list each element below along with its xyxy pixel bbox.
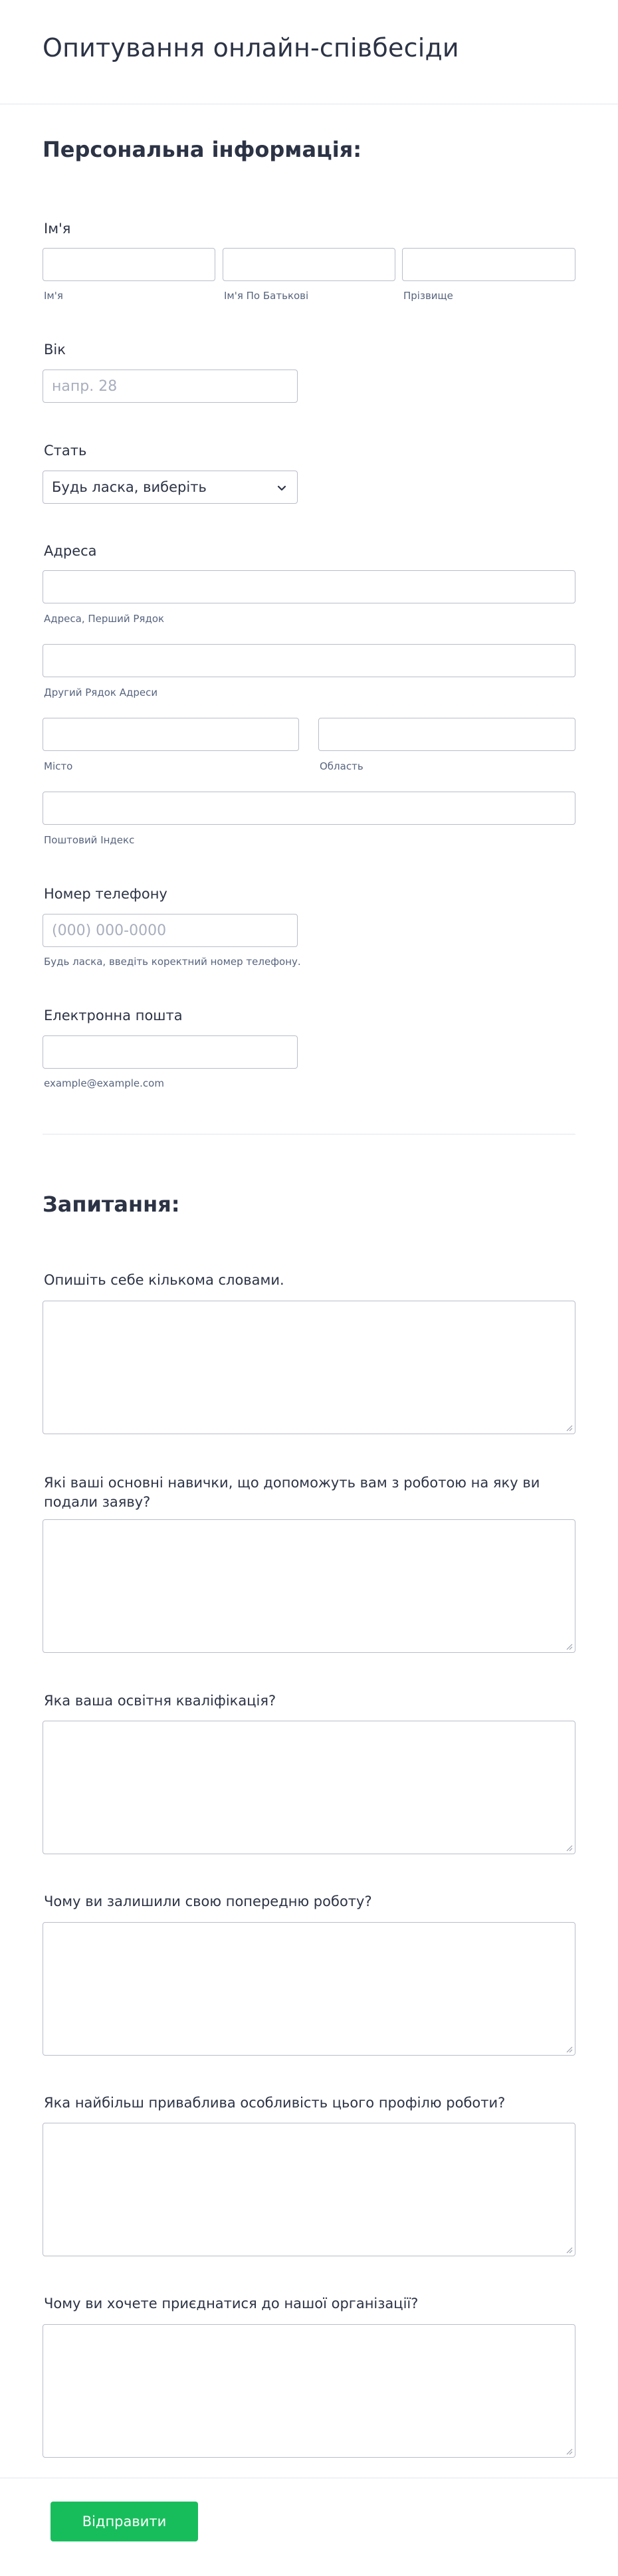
city-input[interactable] <box>43 718 299 751</box>
question-label: Які ваші основні навички, що допоможуть вам з роботою на яку ви подали заяву? <box>44 1475 540 1510</box>
address-line2-sublabel: Другий Рядок Адреси <box>44 687 158 698</box>
email-sublabel: example@example.com <box>44 1077 164 1089</box>
last-name-input[interactable] <box>402 248 575 281</box>
question-label: Чому ви хочете приєднатися до нашої організації? <box>44 2296 419 2311</box>
region-input[interactable] <box>318 718 575 751</box>
resize-handle-icon[interactable] <box>565 2246 573 2254</box>
resize-handle-icon[interactable] <box>565 1424 573 1432</box>
form-header <box>0 0 618 104</box>
region-sublabel: Область <box>320 760 363 772</box>
zip-sublabel: Поштовий Індекс <box>44 834 135 846</box>
submit-button[interactable]: Відправити <box>51 2502 198 2541</box>
phone-label: Номер телефону <box>44 886 167 902</box>
email-label: Електронна пошта <box>44 1008 183 1023</box>
personal-info-heading: Персональна інформація: <box>43 137 362 162</box>
city-sublabel: Місто <box>44 760 73 772</box>
zip-input[interactable] <box>43 792 575 825</box>
resize-handle-icon[interactable] <box>565 2447 573 2455</box>
middle-name-sublabel: Ім'я По Батькові <box>224 290 309 302</box>
chevron-down-icon <box>275 481 288 494</box>
gender-selected-value: Будь ласка, виберіть <box>52 479 207 495</box>
question-textarea[interactable] <box>43 2324 575 2458</box>
question-label: Яка ваша освітня кваліфікація? <box>44 1693 276 1709</box>
age-input[interactable] <box>43 370 298 403</box>
question-textarea[interactable] <box>43 1922 575 2056</box>
email-input[interactable] <box>43 1035 298 1069</box>
phone-sublabel: Будь ласка, введіть коректний номер телефону. <box>44 956 301 968</box>
name-label: Ім'я <box>44 221 71 237</box>
questions-heading: Запитання: <box>43 1192 180 1217</box>
gender-label: Стать <box>44 443 87 459</box>
question-textarea[interactable] <box>43 2123 575 2256</box>
resize-handle-icon[interactable] <box>565 1844 573 1852</box>
form-footer <box>0 2478 618 2576</box>
last-name-sublabel: Прізвище <box>403 290 453 302</box>
question-textarea[interactable] <box>43 1721 575 1854</box>
resize-handle-icon[interactable] <box>565 1642 573 1650</box>
address-label: Адреса <box>44 543 97 559</box>
middle-name-input[interactable] <box>223 248 395 281</box>
first-name-input[interactable] <box>43 248 215 281</box>
resize-handle-icon[interactable] <box>565 2045 573 2053</box>
question-textarea[interactable] <box>43 1519 575 1653</box>
age-label: Вік <box>44 342 66 358</box>
question-textarea[interactable] <box>43 1301 575 1434</box>
address-line1-input[interactable] <box>43 570 575 603</box>
page-title: Опитування онлайн-співбесіди <box>43 33 459 62</box>
question-label: Чому ви залишили свою попередню роботу? <box>44 1893 372 1909</box>
question-label: Яка найбільш приваблива особливість цього профілю роботи? <box>44 2095 506 2111</box>
first-name-sublabel: Ім'я <box>44 290 63 302</box>
gender-select[interactable] <box>43 471 298 504</box>
question-label: Опишіть себе кількома словами. <box>44 1272 284 1288</box>
phone-input[interactable] <box>43 914 298 947</box>
address-line2-input[interactable] <box>43 644 575 677</box>
address-line1-sublabel: Адреса, Перший Рядок <box>44 613 165 625</box>
